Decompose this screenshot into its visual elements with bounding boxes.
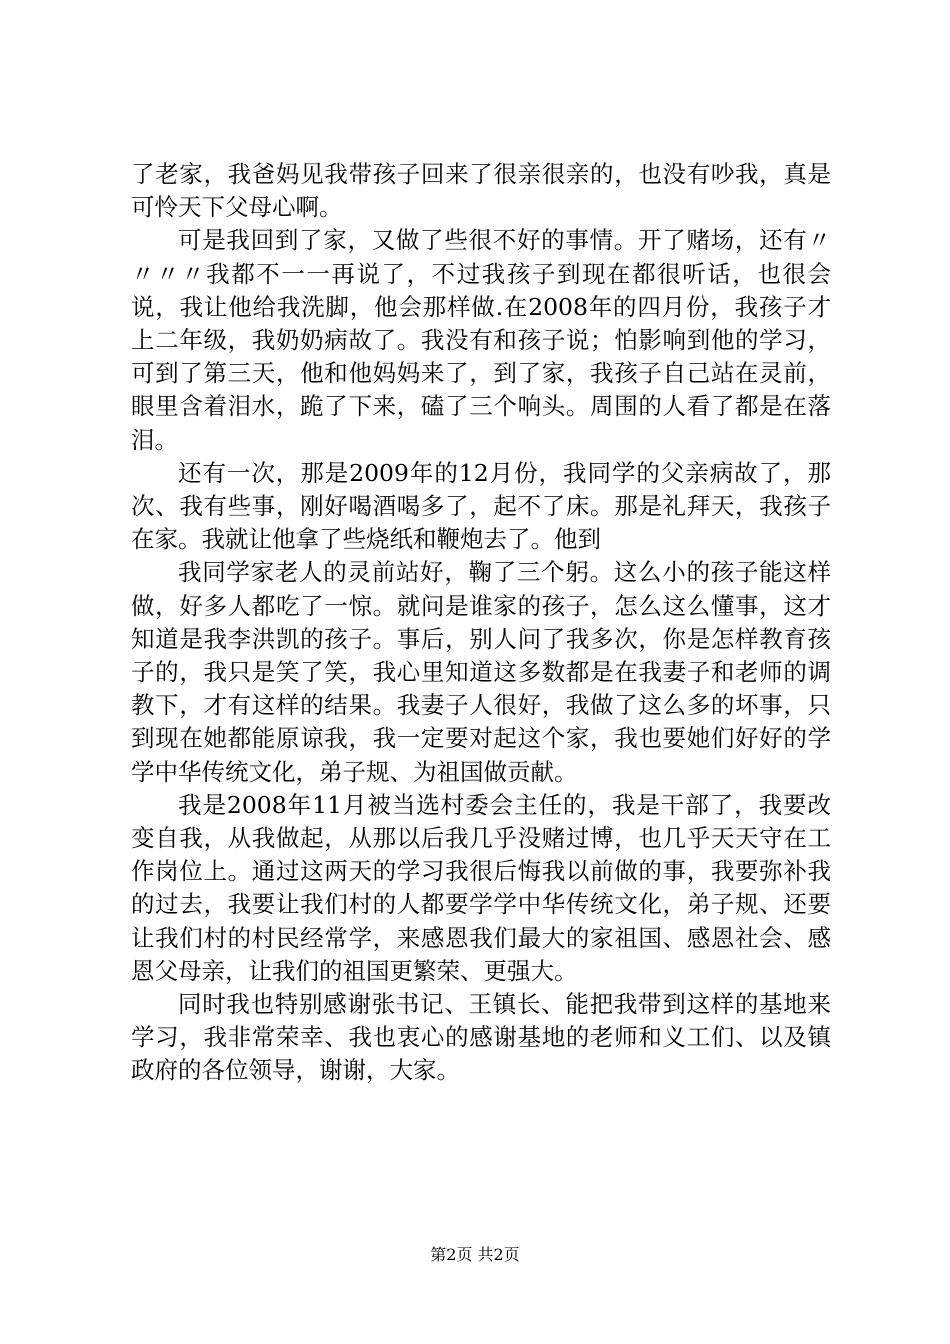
page-number-label: 第2页 共2页 (430, 1245, 520, 1264)
paragraph-5: 我是2008年11月被当选村委会主任的，我是干部了，我要改变自我，从我做起，从那以后我几乎没赌过博，也几乎天天守在工作岗位上。通过这两天的学习我很后悔我以前做的事，我要弥补我的过去，我要让我们村的人都要学学中华传统文化，弟子规、还要让我们村的村民经常学，来感恩我们最大的家祖国、感恩社会、感恩父母亲，让我们的祖国更繁荣、更强大。 (131, 790, 831, 985)
paragraph-2: 可是我回到了家，又做了些很不好的事情。开了赌场，还有〃〃〃〃我都不一一再说了，不过我孩子到现在都很听话，也很会说，我让他给我洗脚，他会那样做.在2008年的四月份，我孩子才上二年级，我奶奶病故了。我没有和孩子说；怕影响到他的学习，可到了第三天，他和他妈妈来了，到了家，我孩子自己站在灵前，眼里含着泪水，跪了下来，磕了三个响头。周围的人看了都是在落泪。 (131, 226, 831, 454)
document-body (131, 158, 831, 1088)
paragraph-3: 还有一次，那是2009年的12月份，我同学的父亲病故了，那次、我有些事，刚好喝酒喝多了，起不了床。那是礼拜天，我孩子在家。我就让他拿了些烧纸和鞭炮去了。他到 (131, 458, 831, 554)
page-footer (0, 1242, 950, 1265)
paragraph-4: 我同学家老人的灵前站好，鞠了三个躬。这么小的孩子能这样做，好多人都吃了一惊。就问是谁家的孩子，怎么这么懂事，这才知道是我李洪凯的孩子。事后，别人问了我多次，你是怎样教育孩子的，我只是笑了笑，我心里知道这多数都是在我妻子和老师的调教下，才有这样的结果。我妻子人很好，我做了这么多的坏事，只到现在她都能原谅我，我一定要对起这个家，我也要她们好好的学学中华传统文化，弟子规、为祖国做贡献。 (131, 558, 831, 786)
paragraph-1: 了老家，我爸妈见我带孩子回来了很亲很亲的，也没有吵我，真是可怜天下父母心啊。 (131, 160, 831, 222)
paragraph-6: 同时我也特别感谢张书记、王镇长、能把我带到这样的基地来学习，我非常荣幸、我也衷心的感谢基地的老师和义工们、以及镇政府的各位领导，谢谢，大家。 (131, 990, 831, 1085)
